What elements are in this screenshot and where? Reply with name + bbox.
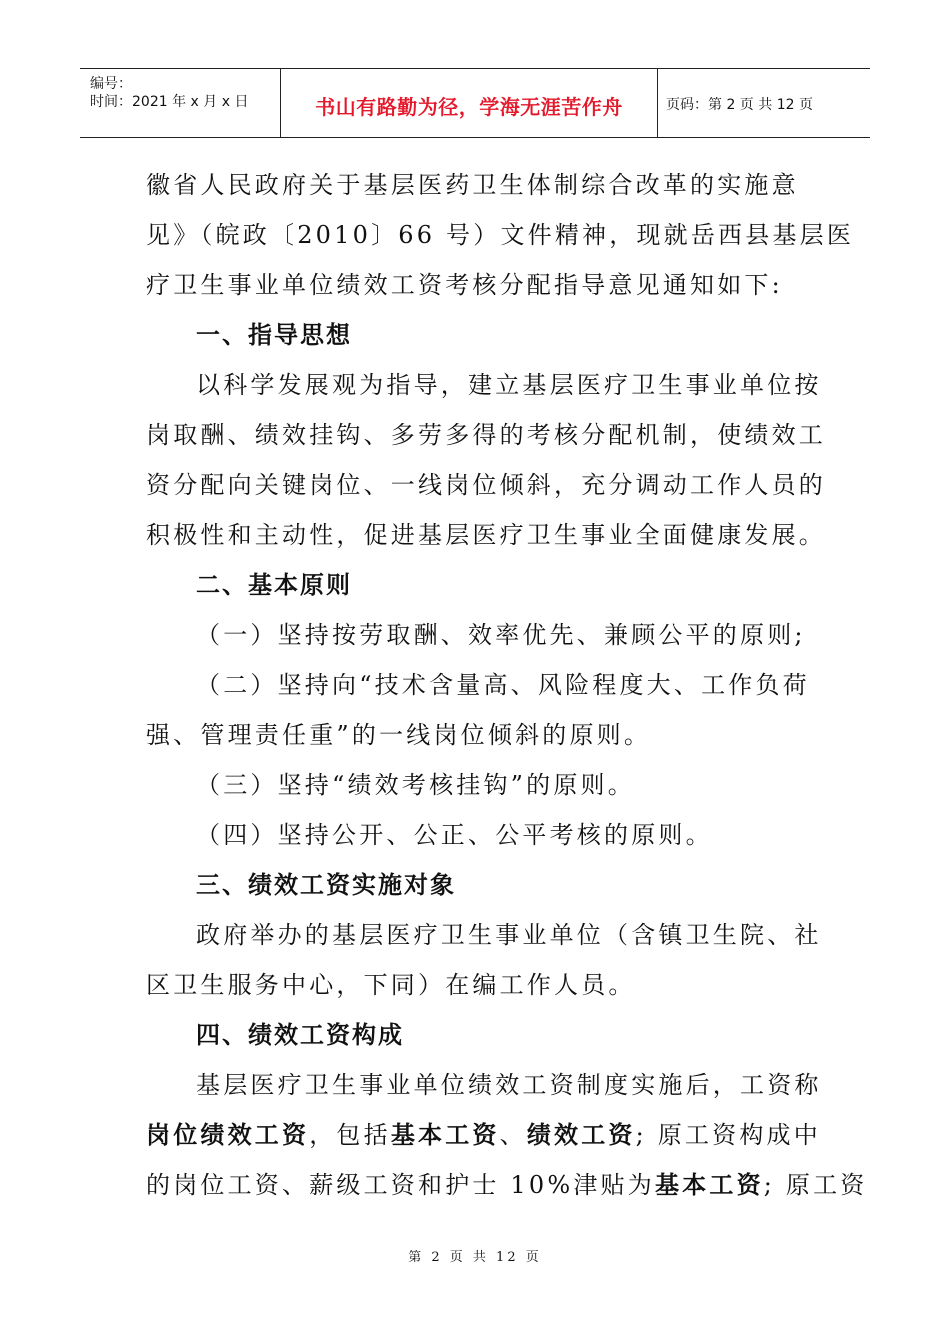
text-run: ，包括	[309, 1121, 391, 1149]
paragraph-line: 积极性和主动性，促进基层医疗卫生事业全面健康发展。	[146, 521, 826, 549]
document-header	[80, 68, 870, 138]
bold-term: 绩效工资	[526, 1121, 636, 1149]
paragraph-line: 政府举办的基层医疗卫生事业单位（含镇卫生院、社	[196, 921, 822, 949]
header-page-info: 页码：第 2 页 共 12 页	[666, 97, 813, 113]
paragraph-line: 疗卫生事业单位绩效工资考核分配指导意见通知如下:	[146, 271, 783, 299]
paragraph-line: 强、管理责任重”的一线岗位倾斜的原则。	[146, 721, 652, 749]
paragraph-line	[146, 1170, 868, 1200]
header-motto-cell	[281, 69, 658, 137]
document-number-label: 编号：	[90, 76, 132, 92]
section-heading: 三、绩效工资实施对象	[196, 871, 456, 899]
section-heading: 二、基本原则	[196, 571, 352, 599]
section-heading: 一、指导思想	[196, 321, 352, 349]
paragraph-line: 资分配向关键岗位、一线岗位倾斜，充分调动工作人员的	[146, 471, 826, 499]
document-time-label: 时间：2021 年 x 月 x 日	[90, 94, 249, 110]
header-meta-cell	[80, 69, 281, 137]
bold-term: 基本工资	[390, 1121, 500, 1149]
paragraph-line: 徽省人民政府关于基层医药卫生体制综合改革的实施意	[146, 171, 799, 199]
paragraph-line: 基层医疗卫生事业单位绩效工资制度实施后，工资称	[196, 1071, 822, 1099]
principle-item: （四）坚持公开、公正、公平考核的原则。	[196, 821, 713, 849]
header-motto: 书山有路勤为径，学海无涯苦作舟	[315, 95, 623, 119]
principle-item: （二）坚持向“技术含量高、风险程度大、工作负荷	[196, 671, 810, 699]
paragraph-line: 见》（皖政〔2010〕66 号）文件精神，现就岳西县基层医	[146, 221, 855, 249]
bold-term: 基本工资	[654, 1171, 764, 1199]
paragraph-line: 以科学发展观为指导，建立基层医疗卫生事业单位按	[196, 371, 822, 399]
text-run: 、	[499, 1121, 527, 1149]
text-run: 的岗位工资、薪级工资和护士 10%津贴为	[146, 1171, 655, 1199]
page-footer: 第 2 页 共 12 页	[408, 1250, 542, 1265]
bold-term: 岗位绩效工资	[146, 1121, 310, 1149]
text-run: ; 原工资构成中	[635, 1121, 821, 1149]
paragraph-line: 岗取酬、绩效挂钩、多劳多得的考核分配机制，使绩效工	[146, 421, 826, 449]
principle-item: （三）坚持“绩效考核挂钩”的原则。	[196, 771, 635, 799]
text-run: ; 原工资	[763, 1171, 868, 1199]
paragraph-line: 区卫生服务中心，下同）在编工作人员。	[146, 971, 636, 999]
header-page-cell	[658, 69, 870, 137]
principle-item: （一）坚持按劳取酬、效率优先、兼顾公平的原则;	[196, 621, 806, 649]
paragraph-line	[146, 1120, 821, 1150]
section-heading: 四、绩效工资构成	[196, 1021, 404, 1049]
